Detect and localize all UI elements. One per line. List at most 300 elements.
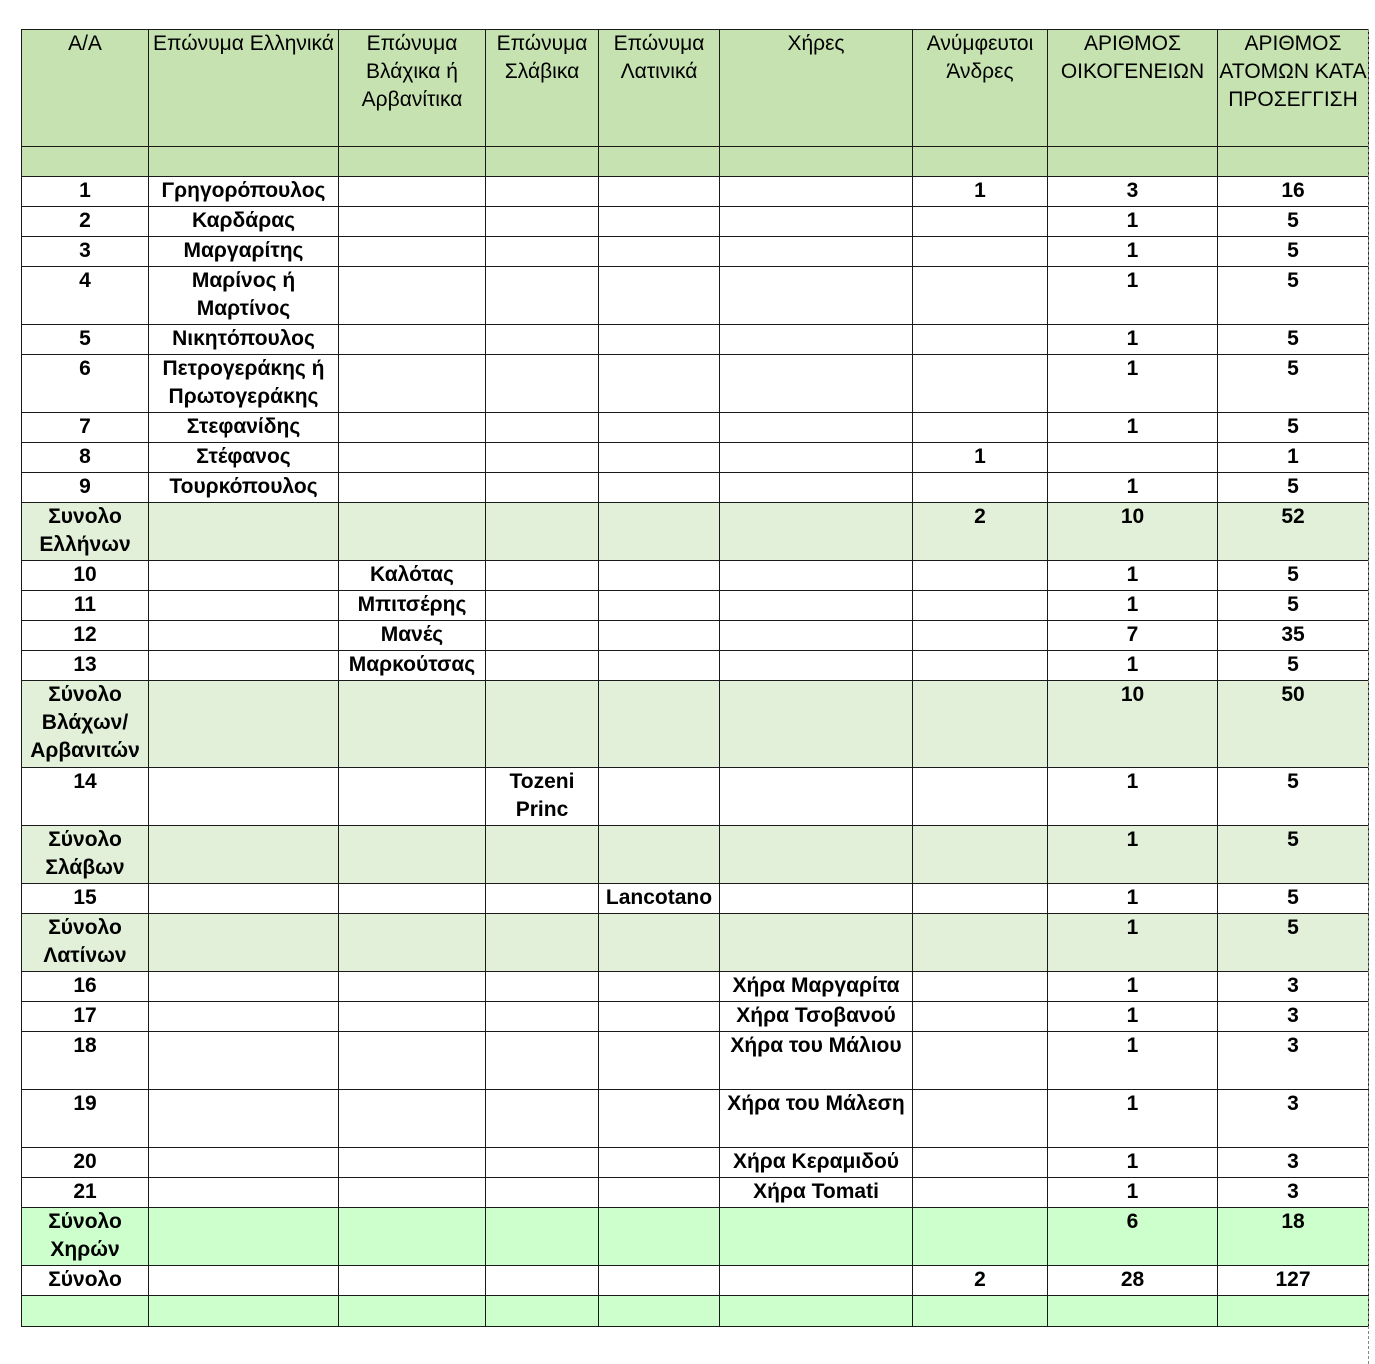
cell-latin bbox=[599, 207, 720, 237]
cell-latin bbox=[599, 473, 720, 503]
header-cell-latin-surnames: Επώνυμα Λατινικά bbox=[599, 30, 720, 147]
cell-persons: 3 bbox=[1218, 1148, 1369, 1178]
cell-families: 7 bbox=[1048, 621, 1218, 651]
cell-families: 1 bbox=[1048, 1148, 1218, 1178]
cell-widow bbox=[720, 503, 913, 561]
table-row bbox=[22, 1266, 1369, 1296]
cell-unmarried: 2 bbox=[913, 503, 1048, 561]
cell-families: 1 bbox=[1048, 267, 1218, 325]
header-cell-slavic-surnames: Επώνυμα Σλάβικα bbox=[486, 30, 599, 147]
cell-latin bbox=[599, 1178, 720, 1208]
cell-slavic bbox=[486, 1178, 599, 1208]
cell-slavic bbox=[486, 413, 599, 443]
cell-unmarried bbox=[913, 147, 1048, 177]
cell-widow bbox=[720, 681, 913, 768]
cell-aa: Σύνολο Βλάχων/ Αρβανιτών bbox=[22, 681, 149, 768]
cell-families: 10 bbox=[1048, 503, 1218, 561]
table-row bbox=[22, 1178, 1369, 1208]
cell-aa: Σύνολο bbox=[22, 1266, 149, 1296]
cell-widow: Χήρα Τσοβανού bbox=[720, 1002, 913, 1032]
cell-latin bbox=[599, 413, 720, 443]
cell-slavic bbox=[486, 325, 599, 355]
cell-greek: Τουρκόπουλος bbox=[149, 473, 339, 503]
cell-widow bbox=[720, 621, 913, 651]
cell-greek bbox=[149, 1090, 339, 1148]
cell-aa: 20 bbox=[22, 1148, 149, 1178]
cell-families: 6 bbox=[1048, 1208, 1218, 1266]
cell-latin bbox=[599, 1266, 720, 1296]
cell-unmarried bbox=[913, 267, 1048, 325]
cell-persons: 3 bbox=[1218, 1002, 1369, 1032]
header-cell-vlach-arvanite-surnames: Επώνυμα Βλάχικα ή Αρβανίτικα bbox=[339, 30, 486, 147]
cell-families: 1 bbox=[1048, 325, 1218, 355]
cell-slavic bbox=[486, 972, 599, 1002]
cell-greek: Γρηγορόπουλος bbox=[149, 177, 339, 207]
cell-slavic bbox=[486, 1148, 599, 1178]
cell-latin bbox=[599, 621, 720, 651]
table-row bbox=[22, 267, 1369, 325]
cell-slavic bbox=[486, 147, 599, 177]
cell-families: 1 bbox=[1048, 826, 1218, 884]
cell-slavic bbox=[486, 681, 599, 768]
cell-persons: 5 bbox=[1218, 561, 1369, 591]
cell-vlach bbox=[339, 1148, 486, 1178]
cell-vlach bbox=[339, 237, 486, 267]
cell-vlach bbox=[339, 1002, 486, 1032]
cell-widow bbox=[720, 473, 913, 503]
table-row bbox=[22, 473, 1369, 503]
cell-greek bbox=[149, 1208, 339, 1266]
cell-unmarried bbox=[913, 355, 1048, 413]
cell-vlach bbox=[339, 267, 486, 325]
cell-aa: 3 bbox=[22, 237, 149, 267]
cell-vlach bbox=[339, 325, 486, 355]
cell-vlach: Μανές bbox=[339, 621, 486, 651]
cell-latin bbox=[599, 681, 720, 768]
cell-unmarried bbox=[913, 768, 1048, 826]
cell-aa: 12 bbox=[22, 621, 149, 651]
cell-greek: Στεφανίδης bbox=[149, 413, 339, 443]
table-row bbox=[22, 914, 1369, 972]
cell-persons: 5 bbox=[1218, 237, 1369, 267]
cell-greek bbox=[149, 1178, 339, 1208]
page-edge-divider bbox=[1368, 29, 1369, 1364]
cell-widow: Χήρα Μαργαρίτα bbox=[720, 972, 913, 1002]
cell-greek bbox=[149, 884, 339, 914]
cell-greek: Νικητόπουλος bbox=[149, 325, 339, 355]
cell-greek bbox=[149, 591, 339, 621]
cell-families: 1 bbox=[1048, 207, 1218, 237]
cell-greek bbox=[149, 1296, 339, 1327]
cell-slavic bbox=[486, 884, 599, 914]
cell-families: 1 bbox=[1048, 355, 1218, 413]
cell-latin bbox=[599, 651, 720, 681]
cell-unmarried: 1 bbox=[913, 177, 1048, 207]
table-row bbox=[22, 621, 1369, 651]
cell-slavic bbox=[486, 267, 599, 325]
cell-vlach bbox=[339, 681, 486, 768]
cell-latin bbox=[599, 826, 720, 884]
cell-persons: 3 bbox=[1218, 1032, 1369, 1090]
cell-latin bbox=[599, 325, 720, 355]
table-row bbox=[22, 561, 1369, 591]
cell-persons: 5 bbox=[1218, 267, 1369, 325]
header-cell-greek-surnames: Επώνυμα Ελληνικά bbox=[149, 30, 339, 147]
cell-greek: Καρδάρας bbox=[149, 207, 339, 237]
cell-widow bbox=[720, 884, 913, 914]
cell-greek bbox=[149, 1002, 339, 1032]
cell-widow: Χήρα Κεραμιδού bbox=[720, 1148, 913, 1178]
cell-greek bbox=[149, 1266, 339, 1296]
cell-latin: Lancotano bbox=[599, 884, 720, 914]
cell-latin bbox=[599, 768, 720, 826]
cell-greek bbox=[149, 621, 339, 651]
header-cell-unmarried-men: Ανύμφευτοι Άνδρες bbox=[913, 30, 1048, 147]
cell-slavic bbox=[486, 1208, 599, 1266]
cell-persons bbox=[1218, 1296, 1369, 1327]
cell-latin bbox=[599, 972, 720, 1002]
cell-persons: 127 bbox=[1218, 1266, 1369, 1296]
cell-slavic bbox=[486, 177, 599, 207]
cell-greek bbox=[149, 147, 339, 177]
cell-families: 1 bbox=[1048, 768, 1218, 826]
cell-widow bbox=[720, 413, 913, 443]
cell-vlach bbox=[339, 768, 486, 826]
cell-slavic bbox=[486, 651, 599, 681]
cell-slavic bbox=[486, 443, 599, 473]
table-row bbox=[22, 1032, 1369, 1090]
cell-persons: 5 bbox=[1218, 473, 1369, 503]
table-row bbox=[22, 1148, 1369, 1178]
table-row bbox=[22, 413, 1369, 443]
cell-greek bbox=[149, 1032, 339, 1090]
cell-aa: Συνολο Ελλήνων bbox=[22, 503, 149, 561]
cell-slavic bbox=[486, 914, 599, 972]
cell-aa: 4 bbox=[22, 267, 149, 325]
cell-widow bbox=[720, 1208, 913, 1266]
cell-persons: 5 bbox=[1218, 651, 1369, 681]
header-cell-widows: Χήρες bbox=[720, 30, 913, 147]
cell-unmarried bbox=[913, 681, 1048, 768]
cell-latin bbox=[599, 1296, 720, 1327]
cell-greek bbox=[149, 561, 339, 591]
cell-widow: Χήρα του Μάλιου bbox=[720, 1032, 913, 1090]
cell-families: 1 bbox=[1048, 914, 1218, 972]
cell-greek: Στέφανος bbox=[149, 443, 339, 473]
table-row bbox=[22, 237, 1369, 267]
cell-latin bbox=[599, 1090, 720, 1148]
cell-persons: 5 bbox=[1218, 355, 1369, 413]
cell-unmarried bbox=[913, 1032, 1048, 1090]
cell-families: 1 bbox=[1048, 651, 1218, 681]
table-row bbox=[22, 177, 1369, 207]
cell-slavic bbox=[486, 473, 599, 503]
cell-families bbox=[1048, 1296, 1218, 1327]
cell-vlach bbox=[339, 177, 486, 207]
cell-unmarried: 1 bbox=[913, 443, 1048, 473]
cell-unmarried bbox=[913, 1148, 1048, 1178]
cell-latin bbox=[599, 1032, 720, 1090]
table-row bbox=[22, 1208, 1369, 1266]
table-row bbox=[22, 651, 1369, 681]
cell-slavic bbox=[486, 1090, 599, 1148]
cell-unmarried bbox=[913, 621, 1048, 651]
header-cell-aa: Α/Α bbox=[22, 30, 149, 147]
cell-persons: 3 bbox=[1218, 1090, 1369, 1148]
cell-greek bbox=[149, 768, 339, 826]
cell-latin bbox=[599, 443, 720, 473]
cell-unmarried bbox=[913, 561, 1048, 591]
cell-persons: 35 bbox=[1218, 621, 1369, 651]
cell-slavic bbox=[486, 207, 599, 237]
cell-widow bbox=[720, 325, 913, 355]
cell-persons bbox=[1218, 147, 1369, 177]
cell-unmarried bbox=[913, 325, 1048, 355]
cell-latin bbox=[599, 147, 720, 177]
table-row bbox=[22, 147, 1369, 177]
cell-unmarried bbox=[913, 914, 1048, 972]
cell-slavic bbox=[486, 1002, 599, 1032]
table-row bbox=[22, 443, 1369, 473]
cell-latin bbox=[599, 1208, 720, 1266]
cell-widow bbox=[720, 207, 913, 237]
cell-slavic bbox=[486, 591, 599, 621]
table-body bbox=[22, 147, 1369, 1327]
cell-families bbox=[1048, 443, 1218, 473]
cell-persons: 18 bbox=[1218, 1208, 1369, 1266]
cell-persons: 5 bbox=[1218, 207, 1369, 237]
cell-families: 1 bbox=[1048, 1032, 1218, 1090]
cell-vlach: Μαρκούτσας bbox=[339, 651, 486, 681]
cell-aa bbox=[22, 147, 149, 177]
cell-unmarried bbox=[913, 413, 1048, 443]
cell-aa: 9 bbox=[22, 473, 149, 503]
cell-unmarried bbox=[913, 826, 1048, 884]
cell-aa: 11 bbox=[22, 591, 149, 621]
cell-widow bbox=[720, 237, 913, 267]
cell-slavic bbox=[486, 826, 599, 884]
cell-aa: 18 bbox=[22, 1032, 149, 1090]
cell-aa bbox=[22, 1296, 149, 1327]
cell-unmarried: 2 bbox=[913, 1266, 1048, 1296]
cell-latin bbox=[599, 1148, 720, 1178]
cell-widow: Χήρα του Μάλεση bbox=[720, 1090, 913, 1148]
cell-persons: 5 bbox=[1218, 413, 1369, 443]
cell-slavic bbox=[486, 503, 599, 561]
cell-vlach bbox=[339, 355, 486, 413]
cell-vlach bbox=[339, 147, 486, 177]
cell-unmarried bbox=[913, 1208, 1048, 1266]
cell-persons: 5 bbox=[1218, 826, 1369, 884]
cell-slavic bbox=[486, 355, 599, 413]
cell-unmarried bbox=[913, 1296, 1048, 1327]
population-census-table bbox=[21, 29, 1369, 1327]
cell-vlach bbox=[339, 1090, 486, 1148]
cell-aa: Σύνολο Χηρών bbox=[22, 1208, 149, 1266]
table-row bbox=[22, 1090, 1369, 1148]
cell-aa: 1 bbox=[22, 177, 149, 207]
cell-aa: 21 bbox=[22, 1178, 149, 1208]
cell-families: 1 bbox=[1048, 561, 1218, 591]
cell-aa: 5 bbox=[22, 325, 149, 355]
cell-persons: 5 bbox=[1218, 914, 1369, 972]
cell-aa: 6 bbox=[22, 355, 149, 413]
cell-latin bbox=[599, 237, 720, 267]
table-row bbox=[22, 591, 1369, 621]
cell-unmarried bbox=[913, 1002, 1048, 1032]
cell-families: 1 bbox=[1048, 591, 1218, 621]
table-row bbox=[22, 1002, 1369, 1032]
cell-families bbox=[1048, 147, 1218, 177]
cell-vlach bbox=[339, 1178, 486, 1208]
cell-greek bbox=[149, 681, 339, 768]
table-row bbox=[22, 681, 1369, 768]
cell-widow bbox=[720, 914, 913, 972]
cell-families: 28 bbox=[1048, 1266, 1218, 1296]
cell-families: 3 bbox=[1048, 177, 1218, 207]
cell-greek: Μαργαρίτης bbox=[149, 237, 339, 267]
cell-vlach bbox=[339, 1296, 486, 1327]
cell-aa: 19 bbox=[22, 1090, 149, 1148]
cell-unmarried bbox=[913, 884, 1048, 914]
cell-persons: 5 bbox=[1218, 884, 1369, 914]
cell-widow bbox=[720, 177, 913, 207]
cell-aa: 14 bbox=[22, 768, 149, 826]
cell-unmarried bbox=[913, 207, 1048, 237]
cell-families: 1 bbox=[1048, 473, 1218, 503]
cell-unmarried bbox=[913, 972, 1048, 1002]
header-row bbox=[22, 30, 1369, 147]
cell-slavic bbox=[486, 237, 599, 267]
cell-vlach bbox=[339, 884, 486, 914]
cell-vlach bbox=[339, 207, 486, 237]
cell-unmarried bbox=[913, 1090, 1048, 1148]
cell-vlach bbox=[339, 972, 486, 1002]
cell-aa: 13 bbox=[22, 651, 149, 681]
cell-widow bbox=[720, 1266, 913, 1296]
cell-vlach: Μπιτσέρης bbox=[339, 591, 486, 621]
cell-slavic bbox=[486, 621, 599, 651]
cell-families: 1 bbox=[1048, 972, 1218, 1002]
cell-unmarried bbox=[913, 473, 1048, 503]
cell-families: 1 bbox=[1048, 413, 1218, 443]
cell-persons: 5 bbox=[1218, 768, 1369, 826]
table-row bbox=[22, 884, 1369, 914]
cell-vlach bbox=[339, 914, 486, 972]
cell-persons: 52 bbox=[1218, 503, 1369, 561]
cell-latin bbox=[599, 355, 720, 413]
cell-families: 1 bbox=[1048, 1178, 1218, 1208]
cell-latin bbox=[599, 561, 720, 591]
cell-vlach bbox=[339, 503, 486, 561]
cell-widow bbox=[720, 651, 913, 681]
cell-latin bbox=[599, 591, 720, 621]
table-row bbox=[22, 503, 1369, 561]
header-cell-families-count: ΑΡΙΘΜΟΣ ΟΙΚΟΓΕΝΕΙΩΝ bbox=[1048, 30, 1218, 147]
cell-unmarried bbox=[913, 591, 1048, 621]
cell-families: 1 bbox=[1048, 1090, 1218, 1148]
table-row bbox=[22, 1296, 1369, 1327]
table-row bbox=[22, 355, 1369, 413]
table-container bbox=[21, 29, 1369, 1327]
cell-widow bbox=[720, 591, 913, 621]
cell-persons: 16 bbox=[1218, 177, 1369, 207]
cell-persons: 5 bbox=[1218, 325, 1369, 355]
cell-aa: 10 bbox=[22, 561, 149, 591]
cell-greek bbox=[149, 826, 339, 884]
cell-slavic: Tozeni Princ bbox=[486, 768, 599, 826]
cell-widow bbox=[720, 267, 913, 325]
table-row bbox=[22, 826, 1369, 884]
cell-aa: 7 bbox=[22, 413, 149, 443]
cell-slavic bbox=[486, 561, 599, 591]
cell-greek bbox=[149, 914, 339, 972]
table-row bbox=[22, 768, 1369, 826]
cell-greek bbox=[149, 651, 339, 681]
cell-unmarried bbox=[913, 237, 1048, 267]
cell-latin bbox=[599, 177, 720, 207]
cell-vlach bbox=[339, 473, 486, 503]
cell-greek: Πετρογεράκης ή Πρωτογεράκης bbox=[149, 355, 339, 413]
cell-greek bbox=[149, 1148, 339, 1178]
cell-widow bbox=[720, 147, 913, 177]
cell-widow bbox=[720, 826, 913, 884]
cell-latin bbox=[599, 267, 720, 325]
cell-persons: 50 bbox=[1218, 681, 1369, 768]
cell-slavic bbox=[486, 1032, 599, 1090]
cell-widow bbox=[720, 561, 913, 591]
cell-aa: Σύνολο Σλάβων bbox=[22, 826, 149, 884]
cell-unmarried bbox=[913, 1178, 1048, 1208]
cell-aa: 16 bbox=[22, 972, 149, 1002]
cell-aa: Σύνολο Λατίνων bbox=[22, 914, 149, 972]
cell-vlach bbox=[339, 1208, 486, 1266]
cell-persons: 3 bbox=[1218, 1178, 1369, 1208]
cell-persons: 5 bbox=[1218, 591, 1369, 621]
cell-vlach bbox=[339, 1266, 486, 1296]
cell-greek bbox=[149, 503, 339, 561]
cell-greek: Μαρίνος ή Μαρτίνος bbox=[149, 267, 339, 325]
cell-families: 1 bbox=[1048, 237, 1218, 267]
cell-greek bbox=[149, 972, 339, 1002]
cell-widow bbox=[720, 768, 913, 826]
cell-persons: 1 bbox=[1218, 443, 1369, 473]
cell-aa: 2 bbox=[22, 207, 149, 237]
cell-latin bbox=[599, 914, 720, 972]
cell-widow bbox=[720, 1296, 913, 1327]
cell-aa: 8 bbox=[22, 443, 149, 473]
cell-widow bbox=[720, 355, 913, 413]
cell-families: 1 bbox=[1048, 1002, 1218, 1032]
cell-vlach bbox=[339, 443, 486, 473]
cell-families: 10 bbox=[1048, 681, 1218, 768]
cell-widow: Χήρα Tomati bbox=[720, 1178, 913, 1208]
table-row bbox=[22, 325, 1369, 355]
cell-slavic bbox=[486, 1266, 599, 1296]
table-row bbox=[22, 972, 1369, 1002]
cell-families: 1 bbox=[1048, 884, 1218, 914]
cell-vlach bbox=[339, 826, 486, 884]
cell-persons: 3 bbox=[1218, 972, 1369, 1002]
cell-widow bbox=[720, 443, 913, 473]
cell-aa: 17 bbox=[22, 1002, 149, 1032]
table-row bbox=[22, 207, 1369, 237]
cell-latin bbox=[599, 503, 720, 561]
cell-vlach: Καλότας bbox=[339, 561, 486, 591]
cell-aa: 15 bbox=[22, 884, 149, 914]
cell-vlach bbox=[339, 413, 486, 443]
cell-slavic bbox=[486, 1296, 599, 1327]
